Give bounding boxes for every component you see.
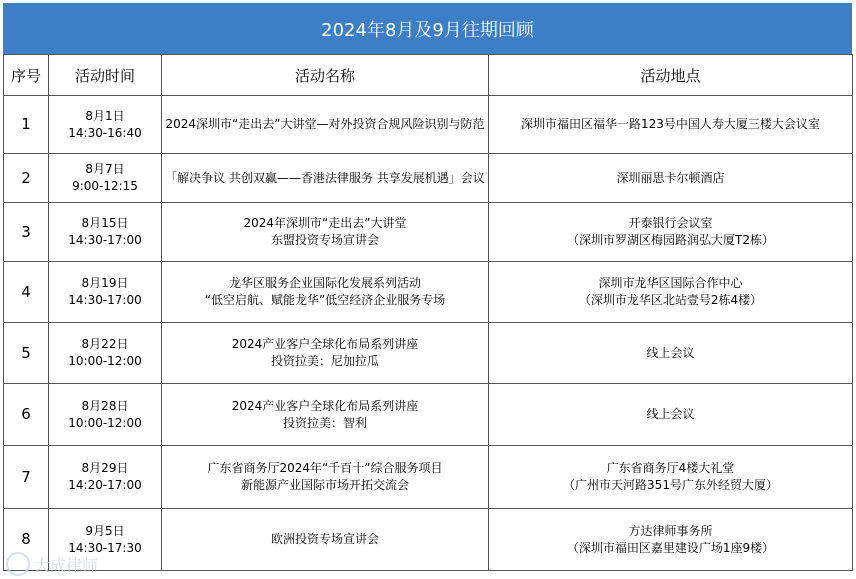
row-date: 8月19日 — [81, 276, 129, 290]
row-event-name — [162, 509, 489, 571]
row-seq: 6 — [4, 384, 49, 446]
row-event-name — [162, 96, 489, 154]
table-row — [4, 154, 853, 203]
event-name-line: 2024年深圳市“走出去”大讲堂 — [243, 216, 407, 230]
location-line: 深圳市龙华区国际合作中心 — [598, 276, 743, 290]
row-time — [49, 203, 162, 262]
row-hours: 14:30-17:00 — [68, 293, 142, 307]
event-name-line: 「解决争议 共创双赢——香港法律服务 共享发展机遇」会议 — [165, 170, 485, 185]
row-location — [489, 509, 853, 571]
table-row — [4, 509, 853, 571]
row-time — [49, 96, 162, 154]
row-time — [49, 446, 162, 509]
row-hours: 14:30-17:30 — [68, 540, 142, 555]
location-line: （深圳市罗湖区梅园路润弘大厦T2栋） — [567, 233, 774, 247]
row-seq: 5 — [4, 323, 49, 384]
location-line: （深圳市福田区嘉里建设广场1座9楼） — [566, 540, 775, 555]
watermark-logo-icon — [6, 552, 30, 576]
location-line: 方达律师事务所 — [628, 523, 713, 538]
row-date: 8月28日 — [81, 398, 129, 413]
header-location: 活动地点 — [489, 55, 853, 96]
row-hours: 10:00-12:00 — [68, 354, 142, 368]
row-location — [489, 154, 853, 203]
event-name-line: 投资拉美：智利 — [282, 415, 367, 430]
table-row — [4, 446, 853, 509]
location-line: （深圳市龙华区北站壹号2栋4楼） — [578, 293, 763, 307]
location-line: 开泰银行会议室 — [628, 216, 713, 230]
event-name-line: 东盟投资专场宣讲会 — [270, 233, 379, 247]
row-event-name — [162, 384, 489, 446]
row-hours: 14:30-16:40 — [68, 125, 142, 140]
row-seq: 4 — [4, 262, 49, 323]
row-time — [49, 384, 162, 446]
row-location — [489, 446, 853, 509]
row-location — [489, 96, 853, 154]
row-location — [489, 203, 853, 262]
row-date: 8月29日 — [81, 461, 129, 475]
event-name-line: 新能源产业国际市场开拓交流会 — [240, 478, 409, 492]
table-row — [4, 262, 853, 323]
event-name-line: 2024产业客户全球化布局系列讲座 — [231, 398, 419, 413]
row-location — [489, 262, 853, 323]
location-line: 深圳丽思卡尔顿酒店 — [616, 170, 725, 185]
header-row — [4, 55, 853, 96]
row-date: 8月7日 — [85, 162, 125, 176]
location-line: 广东省商务厅4楼大礼堂 — [606, 461, 735, 475]
location-line: （广州市天河路351号广东外经贸大厦） — [563, 478, 778, 492]
row-location — [489, 384, 853, 446]
row-date: 8月1日 — [85, 108, 125, 123]
event-name-line: 龙华区服务企业国际化发展系列活动 — [228, 276, 421, 290]
row-hours: 10:00-12:00 — [68, 415, 142, 430]
header-time: 活动时间 — [49, 55, 162, 96]
event-name-line: 2024深圳市“走出去”大讲堂—对外投资合规风险识别与防范 — [165, 117, 485, 131]
row-event-name — [162, 323, 489, 384]
location-line: 线上会议 — [646, 407, 695, 421]
row-event-name — [162, 262, 489, 323]
location-line: 线上会议 — [646, 345, 695, 360]
event-name-line: 欧洲投资专场宣讲会 — [270, 532, 379, 546]
table-row — [4, 323, 853, 384]
row-hours: 9:00-12:15 — [72, 179, 138, 193]
table-row — [4, 384, 853, 446]
row-seq: 2 — [4, 154, 49, 203]
event-name-line: 2024产业客户全球化布局系列讲座 — [231, 337, 419, 351]
event-name-line: “低空启航、赋能龙华”低空经济企业服务专场 — [204, 293, 446, 307]
row-time — [49, 323, 162, 384]
table-row — [4, 203, 853, 262]
watermark — [6, 552, 98, 576]
row-hours: 14:20-17:00 — [68, 478, 142, 492]
location-line: 深圳市福田区福华一路123号中国人寿大厦三楼大会议室 — [521, 117, 820, 131]
row-time — [49, 154, 162, 203]
event-name-line: 广东省商务厅2024年“千百十”综合服务项目 — [207, 461, 443, 475]
header-name: 活动名称 — [162, 55, 489, 96]
row-seq: 1 — [4, 96, 49, 154]
row-event-name — [162, 154, 489, 203]
header-seq: 序号 — [4, 55, 49, 96]
table-title: 2024年8月及9月往期回顾 — [3, 3, 852, 54]
row-seq: 3 — [4, 203, 49, 262]
row-time — [49, 262, 162, 323]
row-event-name — [162, 203, 489, 262]
events-table — [3, 54, 853, 571]
row-location — [489, 323, 853, 384]
row-date: 9月5日 — [85, 523, 125, 538]
row-event-name — [162, 446, 489, 509]
row-hours: 14:30-17:00 — [68, 233, 142, 247]
row-seq: 7 — [4, 446, 49, 509]
row-date: 8月22日 — [81, 337, 129, 351]
event-name-line: 投资拉美：尼加拉瓜 — [270, 354, 379, 368]
table-row — [4, 96, 853, 154]
row-seq: 8 — [4, 509, 49, 571]
watermark-text: 大成律师 — [34, 555, 99, 575]
row-date: 8月15日 — [81, 216, 129, 230]
